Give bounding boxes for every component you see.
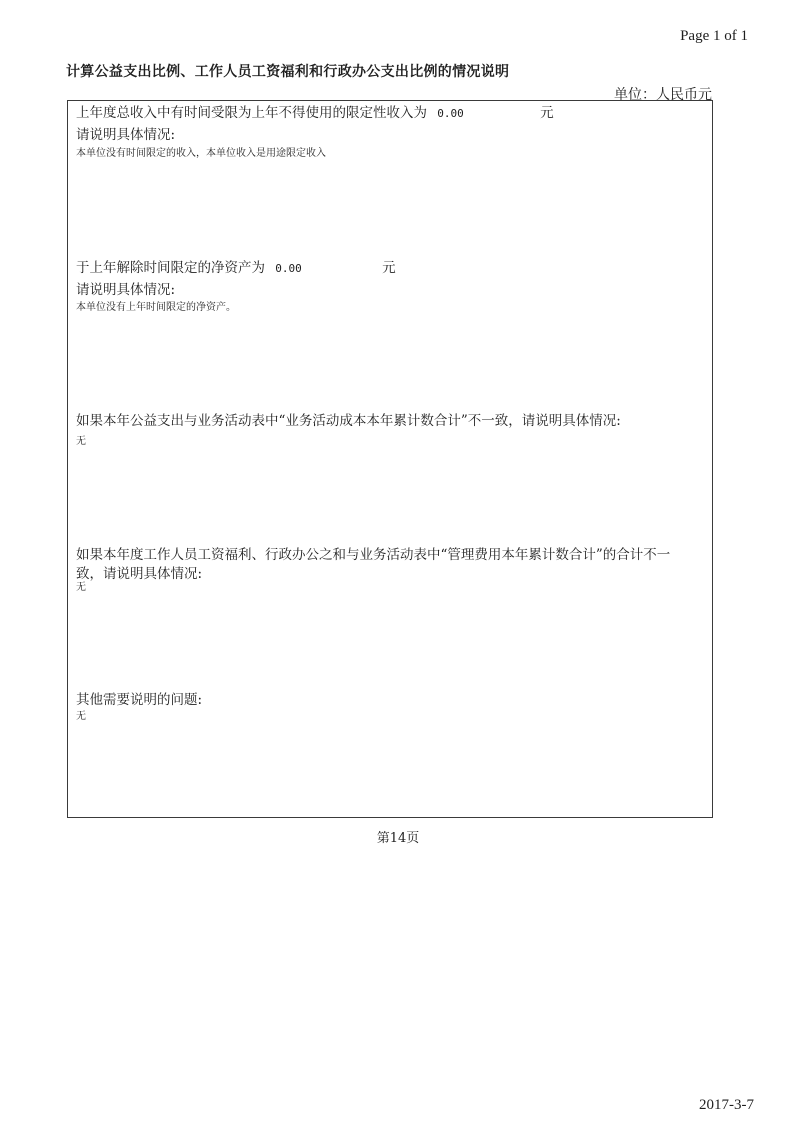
restricted-income-row — [76, 101, 554, 121]
staff-admin-question-line1: 如果本年度工作人员工资福利、行政办公之和与业务活动表中“管理费用本年累计数合计”的合计不一 — [76, 547, 671, 563]
staff-admin-question-line2: 致，请说明具体情况: — [76, 566, 203, 582]
statement-box — [67, 100, 713, 818]
public-welfare-answer: 无 — [76, 436, 86, 447]
document-title: 计算公益支出比例、工作人员工资福利和行政办公支出比例的情况说明 — [66, 64, 510, 80]
restricted-income-amount: 0.00 — [437, 107, 464, 120]
released-assets-row — [76, 256, 396, 276]
restricted-income-currency: 元 — [540, 105, 554, 121]
released-assets-label: 于上年解除时间限定的净资产为 — [76, 260, 265, 276]
restricted-income-prompt: 请说明具体情况: — [76, 127, 176, 143]
released-assets-currency: 元 — [382, 260, 396, 276]
print-date: 2017-3-7 — [699, 1097, 754, 1113]
released-assets-prompt: 请说明具体情况: — [76, 282, 176, 298]
staff-admin-answer: 无 — [76, 582, 86, 593]
currency-unit: 单位：人民币元 — [614, 87, 712, 103]
other-question: 其他需要说明的问题: — [76, 692, 203, 708]
page-info: Page 1 of 1 — [680, 28, 748, 44]
page-number: 第14页 — [376, 831, 420, 846]
restricted-income-label: 上年度总收入中有时间受限为上年不得使用的限定性收入为 — [76, 105, 427, 121]
restricted-income-answer: 本单位没有时间限定的收入，本单位收入是用途限定收入 — [76, 148, 326, 159]
other-answer: 无 — [76, 711, 86, 722]
released-assets-amount: 0.00 — [275, 262, 302, 275]
public-welfare-question: 如果本年公益支出与业务活动表中“业务活动成本本年累计数合计”不一致，请说明具体情况: — [76, 413, 621, 429]
released-assets-answer: 本单位没有上年时间限定的净资产。 — [76, 302, 236, 313]
